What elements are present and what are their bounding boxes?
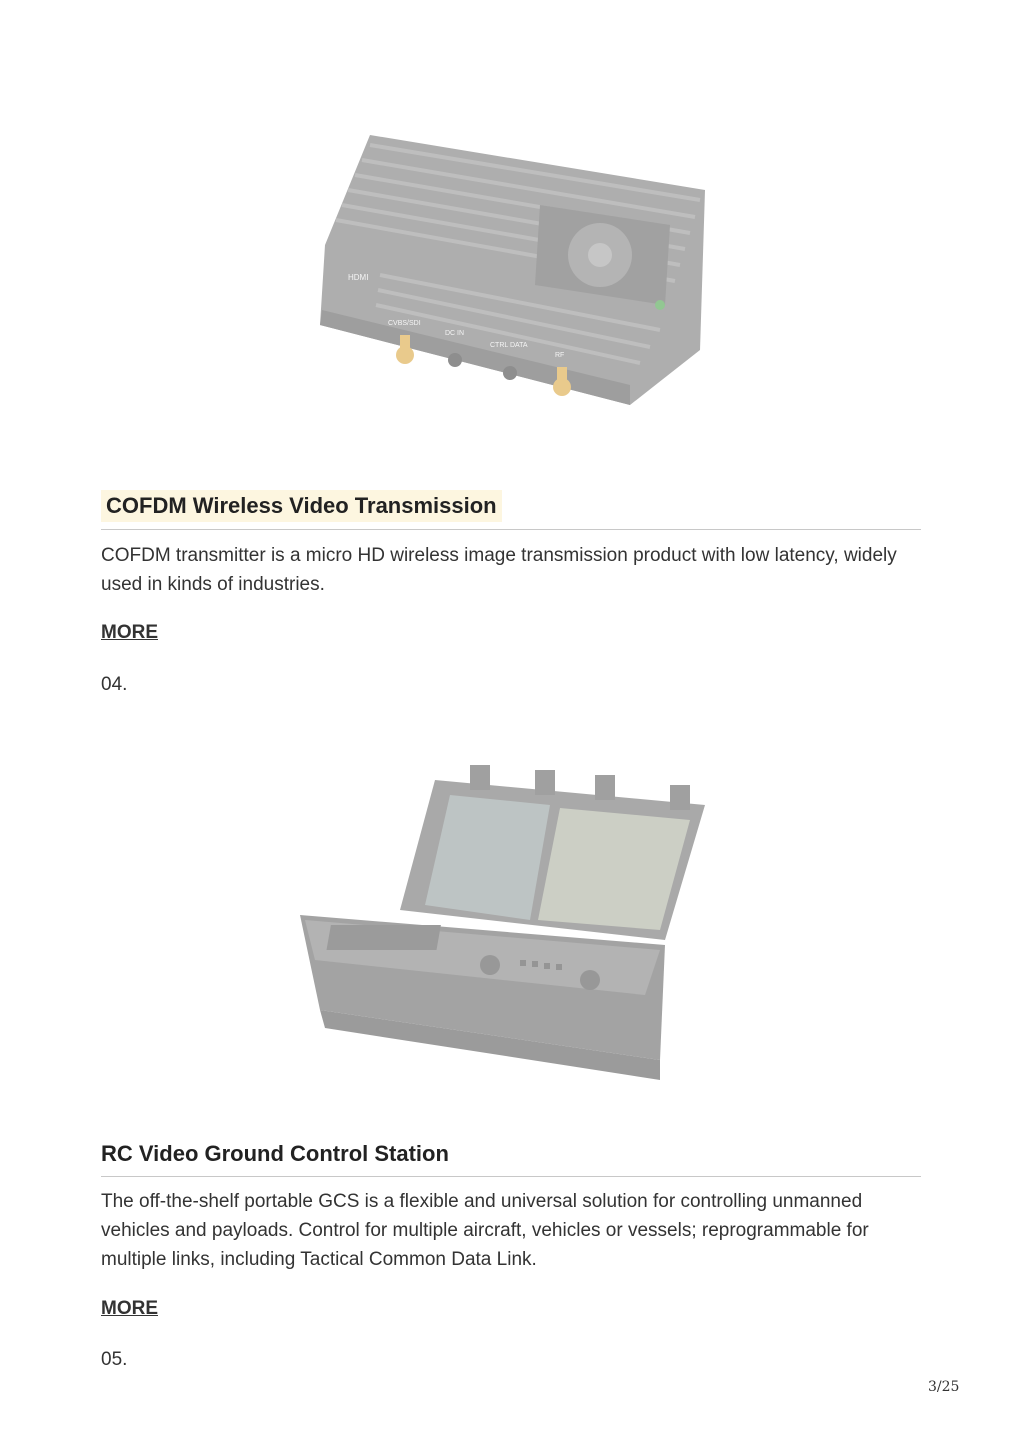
ctrl-port-label: CTRL DATA [490,342,528,349]
rf-port-label: RF [555,352,565,359]
section-description-gcs: The off-the-shelf portable GCS is a flexible and universal solution for controlling unmanned vehicles and payloads. Control for multiple aircraft, vehicles or vessels; reprogrammable for multiple links, including Tactical Common Data Link. [101,1191,869,1270]
more-link-gcs[interactable]: MORE [101,1298,158,1319]
section-number: 04. [101,674,128,695]
section-heading-cofdm: COFDM Wireless Video Transmission [101,490,502,522]
cvbs-port-label: CVBS/SDI [388,320,421,327]
divider [101,529,921,530]
cofdm-transmitter-image [300,125,730,425]
hdmi-port-label: HDMI [348,273,369,282]
page-number: 3/25 [928,1379,960,1395]
dc-port-label: DC IN [445,330,465,337]
section-heading-gcs: RC Video Ground Control Station [101,1141,449,1166]
more-link-cofdm[interactable]: MORE [101,622,158,643]
section-number: 05. [101,1349,128,1370]
section-description-cofdm: COFDM transmitter is a micro HD wireless image transmission product with low latency, widely used in kinds of industries. [101,545,897,595]
divider [101,1176,921,1177]
ground-control-station-image [260,760,740,1090]
